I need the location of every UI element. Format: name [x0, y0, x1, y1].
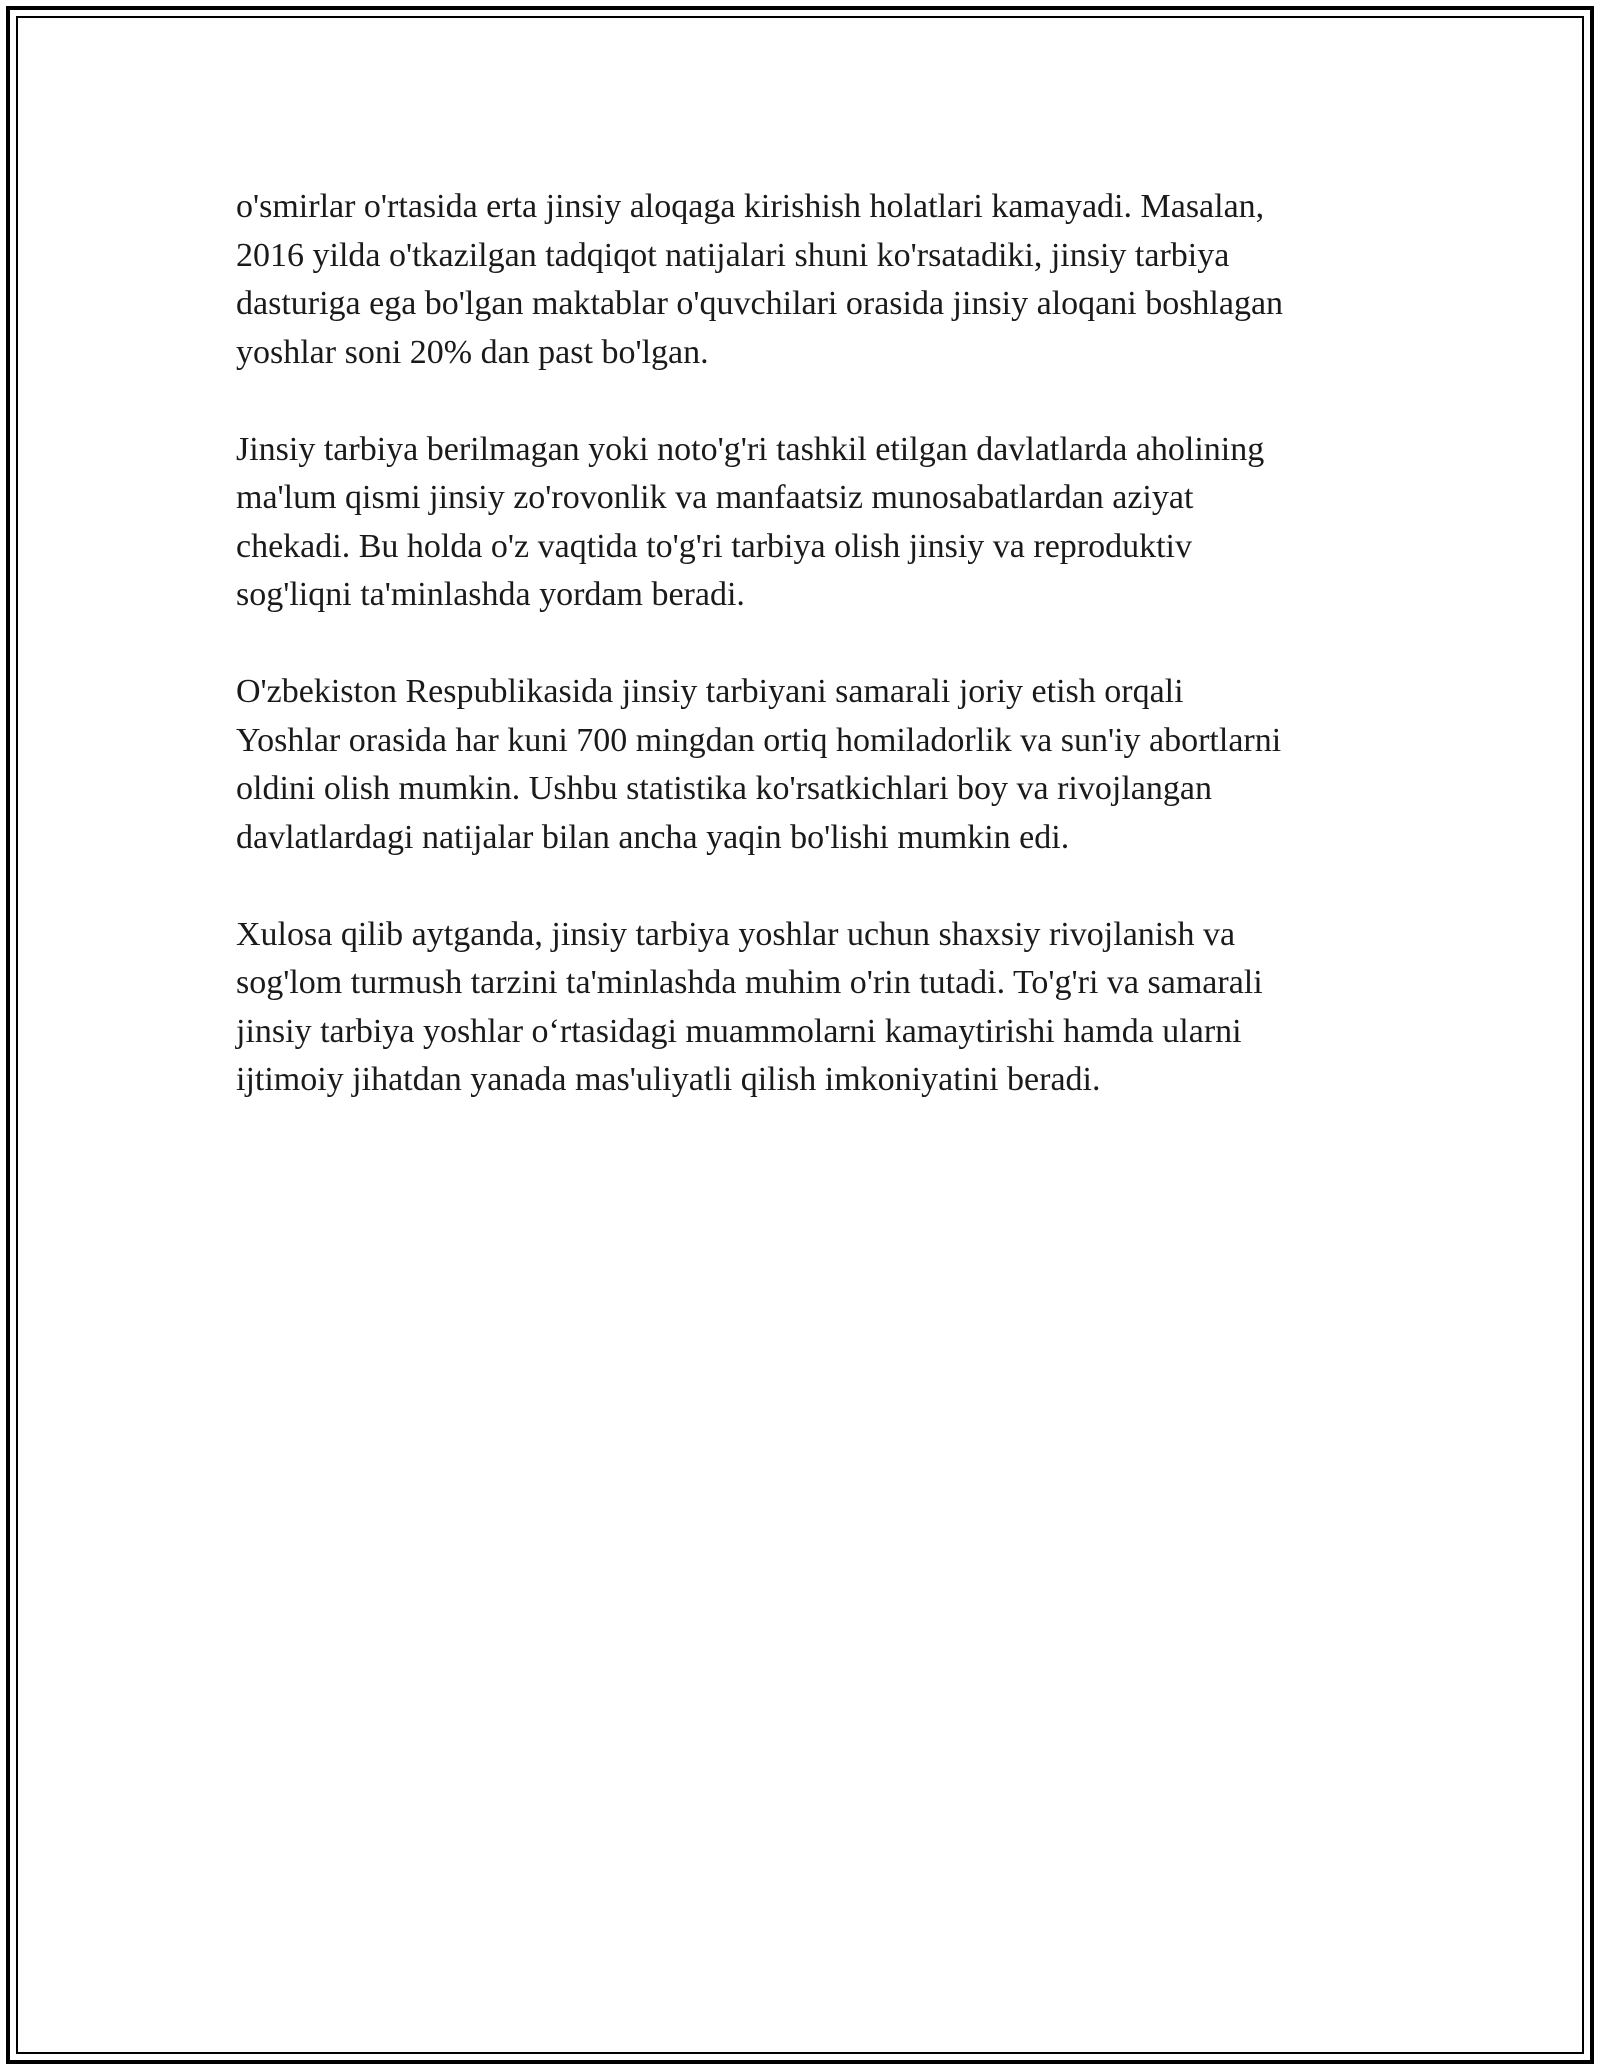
text-line: yoshlar soni 20% dan past bo'lgan. [236, 333, 709, 371]
text-line: Jinsiy tarbiya berilmagan yoki noto'g'ri tashkil etilgan davlatlarda aholining [236, 430, 1265, 468]
text-line: sog'lom turmush tarzini ta'minlashda muhim o'rin tutadi. To'g'ri va samarali [236, 964, 1263, 1001]
text-line: ma'lum qismi jinsiy zo'rovonlik va manfaatsiz munosabatlardan aziyat [236, 479, 1194, 516]
text-line: chekadi. Bu holda o'z vaqtida to'g'ri tarbiya olish jinsiy va reproduktiv [236, 527, 1193, 565]
text-line: o'smirlar o'rtasida erta jinsiy aloqaga kirishish holatlari kamayadi. Masalan, [236, 188, 1265, 225]
paragraph [236, 426, 1396, 620]
text-line: Xulosa qilib aytganda, jinsiy tarbiya yoshlar uchun shaxsiy rivojlanish va [236, 915, 1236, 953]
text-line: davlatlardagi natijalar bilan ancha yaqin bo'lishi mumkin edi. [236, 818, 1070, 856]
text-line: oldini olish mumkin. Ushbu statistika ko'rsatkichlari boy va rivojlangan [236, 770, 1212, 807]
text-line: dasturiga ega bo'lgan maktablar o'quvchilari orasida jinsiy aloqani boshlagan [236, 285, 1284, 322]
text-line: 2016 yilda o'tkazilgan tadqiqot natijalari shuni ko'rsatadiki, jinsiy tarbiya [236, 236, 1230, 274]
text-line: ijtimoiy jihatdan yanada mas'uliyatli qilish imkoniyatini beradi. [236, 1061, 1101, 1098]
paragraph [236, 911, 1396, 1105]
text-line: O'zbekiston Respublikasida jinsiy tarbiyani samarali joriy etish orqali [236, 673, 1184, 710]
paragraph [236, 668, 1396, 862]
text-line: Yoshlar orasida har kuni 700 mingdan ortiq homiladorlik va sun'iy abortlarni [236, 721, 1282, 759]
text-line: sog'liqni ta'minlashda yordam beradi. [236, 576, 745, 613]
paragraph [236, 183, 1396, 377]
document-body [236, 183, 1396, 1153]
text-line: jinsiy tarbiya yoshlar o‘rtasidagi muammolarni kamaytirishi hamda ularni [236, 1012, 1242, 1050]
